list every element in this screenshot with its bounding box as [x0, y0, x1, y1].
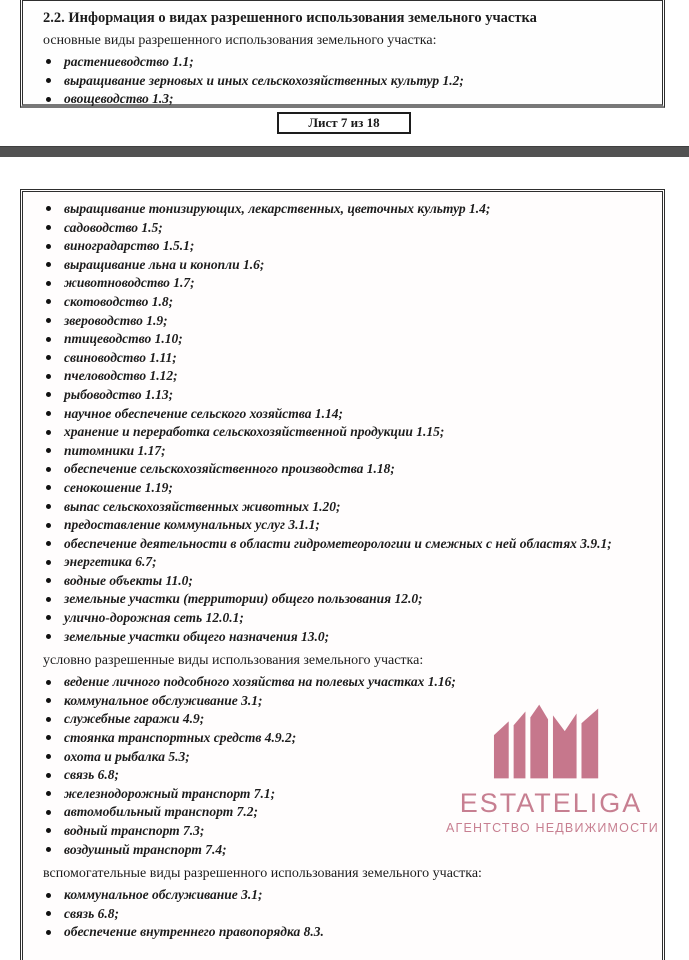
- primary-uses-list: [43, 200, 644, 646]
- section-heading: 2.2. Информация о видах разрешенного использования земельного участка: [43, 10, 537, 26]
- land-use-item: выпас сельскохозяйственных животных 1.20;: [43, 498, 644, 517]
- land-use-item: сенокошение 1.19;: [43, 479, 644, 498]
- conditional-uses-list: [43, 673, 644, 859]
- land-use-item: хранение и переработка сельскохозяйственной продукции 1.15;: [43, 423, 644, 442]
- land-use-item: связь 6.8;: [43, 766, 644, 785]
- land-use-item: энергетика 6.7;: [43, 553, 644, 572]
- land-use-item: птицеводство 1.10;: [43, 330, 644, 349]
- land-use-item: земельные участки (территории) общего пользования 12.0;: [43, 590, 644, 609]
- land-use-item: коммунальное обслуживание 3.1;: [43, 692, 644, 711]
- land-use-item: виноградарство 1.5.1;: [43, 237, 644, 256]
- land-use-item: свиноводство 1.11;: [43, 349, 644, 368]
- land-use-item: земельные участки общего назначения 13.0;: [43, 628, 644, 647]
- land-use-item: улично-дорожная сеть 12.0.1;: [43, 609, 644, 628]
- land-use-item: выращивание зерновых и иных сельскохозяйственных культур 1.2;: [43, 72, 644, 91]
- land-use-item: служебные гаражи 4.9;: [43, 710, 644, 729]
- top-box: [20, 0, 665, 108]
- land-use-item: стоянка транспортных средств 4.9.2;: [43, 729, 644, 748]
- land-use-item: рыбоводство 1.13;: [43, 386, 644, 405]
- land-use-item: обеспечение сельскохозяйственного производства 1.18;: [43, 460, 644, 479]
- land-use-item: пчеловодство 1.12;: [43, 367, 644, 386]
- land-use-item: выращивание тонизирующих, лекарственных, цветочных культур 1.4;: [43, 200, 644, 219]
- land-use-item: водный транспорт 7.3;: [43, 822, 644, 841]
- land-use-item: охота и рыбалка 5.3;: [43, 748, 644, 767]
- land-use-item: питомники 1.17;: [43, 442, 644, 461]
- land-use-item: воздушный транспорт 7.4;: [43, 841, 644, 860]
- conditional-uses-heading: условно разрешенные виды использования земельного участка:: [43, 653, 424, 669]
- main-box: [20, 189, 665, 960]
- brand-tagline: АГЕНТСТВО НЕДВИЖИМОСТИ: [446, 821, 659, 835]
- brand-name: ESTATELIGA: [459, 788, 643, 818]
- land-use-item: научное обеспечение сельского хозяйства 1.14;: [43, 405, 644, 424]
- land-use-item: ведение личного подсобного хозяйства на полевых участках 1.16;: [43, 673, 644, 692]
- land-use-item: коммунальное обслуживание 3.1;: [43, 886, 644, 905]
- land-use-item: животноводство 1.7;: [43, 274, 644, 293]
- main-uses-intro: основные виды разрешенного использования земельного участка:: [43, 33, 437, 48]
- land-use-item: железнодорожный транспорт 7.1;: [43, 785, 644, 804]
- land-use-item: скотоводство 1.8;: [43, 293, 644, 312]
- land-use-item: обеспечение внутреннего правопорядка 8.3.: [43, 923, 644, 942]
- page-separator: [0, 146, 689, 157]
- land-use-item: водные объекты 11.0;: [43, 572, 644, 591]
- land-use-item: обеспечение деятельности в области гидрометеорологии и смежных с ней областях 3.9.1;: [43, 535, 644, 554]
- land-use-item: овощеводство 1.3;: [43, 90, 644, 109]
- sheet-label-box: [277, 112, 411, 134]
- land-use-item: связь 6.8;: [43, 905, 644, 924]
- land-use-item: звероводство 1.9;: [43, 312, 644, 331]
- auxiliary-uses-heading: вспомогательные виды разрешенного использования земельного участка:: [43, 866, 482, 882]
- land-use-item: автомобильный транспорт 7.2;: [43, 803, 644, 822]
- sheet-label: Лист 7 из 18: [308, 115, 380, 130]
- auxiliary-uses-list: [43, 886, 644, 942]
- land-use-item: предоставление коммунальных услуг 3.1.1;: [43, 516, 644, 535]
- land-use-item: садоводство 1.5;: [43, 219, 644, 238]
- main-uses-list-top: [43, 53, 644, 109]
- land-use-item: растениеводство 1.1;: [43, 53, 644, 72]
- land-use-item: выращивание льна и конопли 1.6;: [43, 256, 644, 275]
